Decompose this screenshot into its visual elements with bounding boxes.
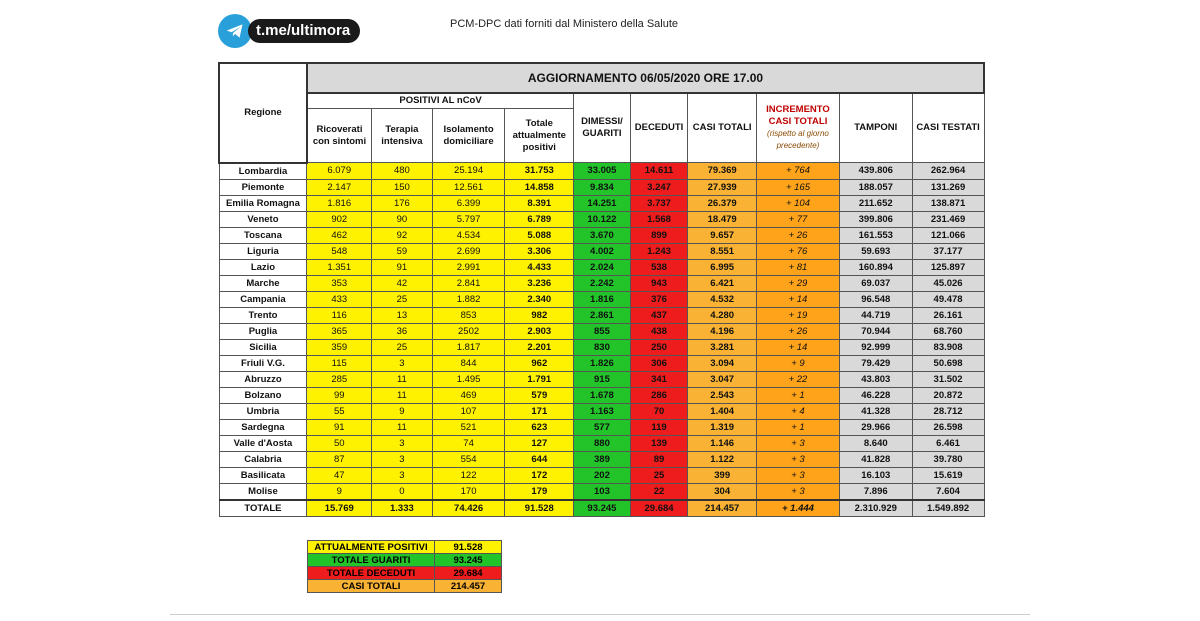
casi-totali-cell: 9.657 xyxy=(688,227,757,243)
incremento-cell: + 14 xyxy=(757,291,840,307)
dimessi-cell: 855 xyxy=(574,323,631,339)
totale-positivi-cell: 171 xyxy=(505,403,574,419)
casi-testati-cell: 6.461 xyxy=(912,435,984,451)
footer-divider xyxy=(170,614,1030,615)
isolamento-cell: 853 xyxy=(432,307,505,323)
summary-label: TOTALE DECEDUTI xyxy=(308,567,435,580)
casi-testati-cell: 49.478 xyxy=(912,291,984,307)
terapia-cell: 11 xyxy=(372,371,433,387)
casi-testati-cell: 50.698 xyxy=(912,355,984,371)
casi-testati-cell: 15.619 xyxy=(912,467,984,483)
ricoverati-cell: 462 xyxy=(307,227,372,243)
isolamento-cell: 2.699 xyxy=(432,243,505,259)
casi-testati-cell: 131.269 xyxy=(912,179,984,195)
isolamento-cell: 2502 xyxy=(432,323,505,339)
table-row xyxy=(219,307,984,323)
tamponi-cell: 44.719 xyxy=(839,307,912,323)
isolamento-cell: 1.495 xyxy=(432,371,505,387)
ricoverati-cell: 2.147 xyxy=(307,179,372,195)
casi-testati-cell: 262.964 xyxy=(912,163,984,180)
tamponi-cell: 8.640 xyxy=(839,435,912,451)
incremento-cell: + 104 xyxy=(757,195,840,211)
totale-positivi-cell: 623 xyxy=(505,419,574,435)
isolamento-cell: 4.534 xyxy=(432,227,505,243)
casi-totali-cell: 3.047 xyxy=(688,371,757,387)
col-terapia-header: Terapia intensiva xyxy=(372,109,433,163)
isolamento-cell: 74.426 xyxy=(432,500,505,517)
isolamento-cell: 521 xyxy=(432,419,505,435)
terapia-cell: 3 xyxy=(372,451,433,467)
tamponi-cell: 59.693 xyxy=(839,243,912,259)
isolamento-cell: 74 xyxy=(432,435,505,451)
ricoverati-cell: 1.351 xyxy=(307,259,372,275)
col-tamponi-header: TAMPONI xyxy=(839,93,912,163)
casi-testati-cell: 37.177 xyxy=(912,243,984,259)
casi-totali-cell: 214.457 xyxy=(688,500,757,517)
deceduti-cell: 899 xyxy=(630,227,688,243)
deceduti-cell: 139 xyxy=(630,435,688,451)
summary-value: 93.245 xyxy=(435,554,502,567)
isolamento-cell: 2.841 xyxy=(432,275,505,291)
region-cell: TOTALE xyxy=(219,500,307,517)
ricoverati-cell: 365 xyxy=(307,323,372,339)
dimessi-cell: 880 xyxy=(574,435,631,451)
deceduti-cell: 437 xyxy=(630,307,688,323)
totale-positivi-cell: 127 xyxy=(505,435,574,451)
casi-totali-cell: 304 xyxy=(688,483,757,500)
isolamento-cell: 2.991 xyxy=(432,259,505,275)
ricoverati-cell: 902 xyxy=(307,211,372,227)
casi-testati-cell: 231.469 xyxy=(912,211,984,227)
casi-totali-cell: 8.551 xyxy=(688,243,757,259)
table-row xyxy=(219,355,984,371)
dimessi-cell: 103 xyxy=(574,483,631,500)
isolamento-cell: 1.817 xyxy=(432,339,505,355)
dimessi-cell: 2.861 xyxy=(574,307,631,323)
terapia-cell: 3 xyxy=(372,355,433,371)
isolamento-cell: 122 xyxy=(432,467,505,483)
dimessi-cell: 577 xyxy=(574,419,631,435)
ricoverati-cell: 359 xyxy=(307,339,372,355)
ricoverati-cell: 9 xyxy=(307,483,372,500)
summary-value: 91.528 xyxy=(435,541,502,554)
region-cell: Trento xyxy=(219,307,307,323)
region-cell: Basilicata xyxy=(219,467,307,483)
ricoverati-cell: 55 xyxy=(307,403,372,419)
col-dimessi-header: DIMESSI/ GUARITI xyxy=(574,93,631,163)
terapia-cell: 13 xyxy=(372,307,433,323)
casi-testati-cell: 68.760 xyxy=(912,323,984,339)
col-testati-header: CASI TESTATI xyxy=(912,93,984,163)
incremento-cell: + 165 xyxy=(757,179,840,195)
incremento-cell: + 9 xyxy=(757,355,840,371)
deceduti-cell: 538 xyxy=(630,259,688,275)
tamponi-cell: 16.103 xyxy=(839,467,912,483)
table-row xyxy=(219,243,984,259)
tamponi-cell: 41.328 xyxy=(839,403,912,419)
deceduti-cell: 438 xyxy=(630,323,688,339)
col-totale-positivi-header: Totale attualmente positivi xyxy=(505,109,574,163)
dimessi-cell: 830 xyxy=(574,339,631,355)
incremento-cell: + 77 xyxy=(757,211,840,227)
ricoverati-cell: 15.769 xyxy=(307,500,372,517)
tamponi-cell: 160.894 xyxy=(839,259,912,275)
deceduti-cell: 89 xyxy=(630,451,688,467)
casi-testati-cell: 31.502 xyxy=(912,371,984,387)
dimessi-cell: 202 xyxy=(574,467,631,483)
summary-value: 214.457 xyxy=(435,580,502,593)
ricoverati-cell: 433 xyxy=(307,291,372,307)
table-row xyxy=(219,419,984,435)
terapia-cell: 25 xyxy=(372,339,433,355)
region-cell: Abruzzo xyxy=(219,371,307,387)
dimessi-cell: 1.816 xyxy=(574,291,631,307)
table-title: AGGIORNAMENTO 06/05/2020 ORE 17.00 xyxy=(307,63,984,93)
casi-testati-cell: 26.598 xyxy=(912,419,984,435)
terapia-cell: 0 xyxy=(372,483,433,500)
casi-totali-cell: 2.543 xyxy=(688,387,757,403)
casi-testati-cell: 28.712 xyxy=(912,403,984,419)
terapia-cell: 91 xyxy=(372,259,433,275)
incremento-cell: + 3 xyxy=(757,483,840,500)
total-row xyxy=(219,500,984,517)
casi-totali-cell: 1.122 xyxy=(688,451,757,467)
col-deceduti-header: DECEDUTI xyxy=(630,93,688,163)
ricoverati-cell: 285 xyxy=(307,371,372,387)
totale-positivi-cell: 1.791 xyxy=(505,371,574,387)
casi-totali-cell: 1.319 xyxy=(688,419,757,435)
col-casi-header: CASI TOTALI xyxy=(688,93,757,163)
dimessi-cell: 1.826 xyxy=(574,355,631,371)
table-row xyxy=(219,339,984,355)
totale-positivi-cell: 31.753 xyxy=(505,163,574,180)
tamponi-cell: 96.548 xyxy=(839,291,912,307)
tamponi-cell: 70.944 xyxy=(839,323,912,339)
covid-data-table xyxy=(218,62,985,517)
positivi-header: POSITIVI AL nCoV xyxy=(307,93,574,109)
casi-totali-cell: 6.995 xyxy=(688,259,757,275)
ricoverati-cell: 6.079 xyxy=(307,163,372,180)
summary-label: CASI TOTALI xyxy=(308,580,435,593)
totale-positivi-cell: 6.789 xyxy=(505,211,574,227)
incremento-cell: + 1 xyxy=(757,419,840,435)
table-row xyxy=(219,211,984,227)
isolamento-cell: 6.399 xyxy=(432,195,505,211)
incremento-cell: + 764 xyxy=(757,163,840,180)
tamponi-cell: 2.310.929 xyxy=(839,500,912,517)
casi-totali-cell: 6.421 xyxy=(688,275,757,291)
ricoverati-cell: 116 xyxy=(307,307,372,323)
totale-positivi-cell: 179 xyxy=(505,483,574,500)
isolamento-cell: 12.561 xyxy=(432,179,505,195)
table-row xyxy=(219,435,984,451)
table-row xyxy=(219,179,984,195)
dimessi-cell: 14.251 xyxy=(574,195,631,211)
deceduti-cell: 306 xyxy=(630,355,688,371)
terapia-cell: 150 xyxy=(372,179,433,195)
terapia-cell: 3 xyxy=(372,435,433,451)
region-cell: Puglia xyxy=(219,323,307,339)
totale-positivi-cell: 2.903 xyxy=(505,323,574,339)
table-row xyxy=(219,371,984,387)
region-cell: Bolzano xyxy=(219,387,307,403)
isolamento-cell: 844 xyxy=(432,355,505,371)
incremento-cell: + 22 xyxy=(757,371,840,387)
totale-positivi-cell: 2.340 xyxy=(505,291,574,307)
totale-positivi-cell: 8.391 xyxy=(505,195,574,211)
ricoverati-cell: 50 xyxy=(307,435,372,451)
casi-totali-cell: 399 xyxy=(688,467,757,483)
terapia-cell: 9 xyxy=(372,403,433,419)
isolamento-cell: 554 xyxy=(432,451,505,467)
summary-row xyxy=(308,541,502,554)
ricoverati-cell: 1.816 xyxy=(307,195,372,211)
summary-row xyxy=(308,567,502,580)
terapia-cell: 11 xyxy=(372,387,433,403)
tamponi-cell: 69.037 xyxy=(839,275,912,291)
casi-totali-cell: 4.280 xyxy=(688,307,757,323)
tamponi-cell: 41.828 xyxy=(839,451,912,467)
tamponi-cell: 92.999 xyxy=(839,339,912,355)
dimessi-cell: 33.005 xyxy=(574,163,631,180)
dimessi-cell: 9.834 xyxy=(574,179,631,195)
col-incremento-header xyxy=(757,93,840,163)
terapia-cell: 42 xyxy=(372,275,433,291)
incremento-title: INCREMENTO CASI TOTALI xyxy=(766,104,830,127)
table-row xyxy=(219,451,984,467)
casi-testati-cell: 83.908 xyxy=(912,339,984,355)
terapia-cell: 90 xyxy=(372,211,433,227)
region-cell: Valle d'Aosta xyxy=(219,435,307,451)
tamponi-cell: 43.803 xyxy=(839,371,912,387)
region-cell: Lazio xyxy=(219,259,307,275)
casi-totali-cell: 1.146 xyxy=(688,435,757,451)
terapia-cell: 92 xyxy=(372,227,433,243)
region-cell: Calabria xyxy=(219,451,307,467)
isolamento-cell: 170 xyxy=(432,483,505,500)
col-isolamento-header: Isolamento domiciliare xyxy=(432,109,505,163)
region-cell: Lombardia xyxy=(219,163,307,180)
casi-totali-cell: 26.379 xyxy=(688,195,757,211)
deceduti-cell: 376 xyxy=(630,291,688,307)
summary-row xyxy=(308,580,502,593)
casi-totali-cell: 79.369 xyxy=(688,163,757,180)
dimessi-cell: 4.002 xyxy=(574,243,631,259)
table-row xyxy=(219,259,984,275)
dimessi-cell: 10.122 xyxy=(574,211,631,227)
incremento-cell: + 14 xyxy=(757,339,840,355)
summary-table xyxy=(307,540,502,593)
tamponi-cell: 399.806 xyxy=(839,211,912,227)
casi-testati-cell: 121.066 xyxy=(912,227,984,243)
incremento-cell: + 81 xyxy=(757,259,840,275)
region-cell: Friuli V.G. xyxy=(219,355,307,371)
summary-value: 29.684 xyxy=(435,567,502,580)
totale-positivi-cell: 4.433 xyxy=(505,259,574,275)
terapia-cell: 11 xyxy=(372,419,433,435)
casi-totali-cell: 3.094 xyxy=(688,355,757,371)
table-row xyxy=(219,467,984,483)
terapia-cell: 36 xyxy=(372,323,433,339)
terapia-cell: 1.333 xyxy=(372,500,433,517)
deceduti-cell: 119 xyxy=(630,419,688,435)
region-cell: Umbria xyxy=(219,403,307,419)
incremento-subtitle: (rispetto al giorno precedente) xyxy=(767,129,829,150)
region-cell: Emilia Romagna xyxy=(219,195,307,211)
ricoverati-cell: 87 xyxy=(307,451,372,467)
incremento-cell: + 26 xyxy=(757,227,840,243)
casi-testati-cell: 1.549.892 xyxy=(912,500,984,517)
region-cell: Liguria xyxy=(219,243,307,259)
deceduti-cell: 1.568 xyxy=(630,211,688,227)
totale-positivi-cell: 644 xyxy=(505,451,574,467)
table-row xyxy=(219,227,984,243)
incremento-cell: + 1 xyxy=(757,387,840,403)
region-cell: Sardegna xyxy=(219,419,307,435)
table-row xyxy=(219,275,984,291)
ricoverati-cell: 47 xyxy=(307,467,372,483)
region-cell: Sicilia xyxy=(219,339,307,355)
totale-positivi-cell: 579 xyxy=(505,387,574,403)
dimessi-cell: 3.670 xyxy=(574,227,631,243)
incremento-cell: + 26 xyxy=(757,323,840,339)
terapia-cell: 176 xyxy=(372,195,433,211)
dimessi-cell: 1.678 xyxy=(574,387,631,403)
incremento-cell: + 76 xyxy=(757,243,840,259)
casi-totali-cell: 3.281 xyxy=(688,339,757,355)
tamponi-cell: 29.966 xyxy=(839,419,912,435)
deceduti-cell: 29.684 xyxy=(630,500,688,517)
casi-totali-cell: 4.532 xyxy=(688,291,757,307)
casi-testati-cell: 138.871 xyxy=(912,195,984,211)
totale-positivi-cell: 172 xyxy=(505,467,574,483)
summary-row xyxy=(308,554,502,567)
casi-totali-cell: 1.404 xyxy=(688,403,757,419)
dimessi-cell: 2.242 xyxy=(574,275,631,291)
casi-testati-cell: 39.780 xyxy=(912,451,984,467)
casi-totali-cell: 4.196 xyxy=(688,323,757,339)
isolamento-cell: 1.882 xyxy=(432,291,505,307)
totale-positivi-cell: 5.088 xyxy=(505,227,574,243)
deceduti-cell: 25 xyxy=(630,467,688,483)
incremento-cell: + 19 xyxy=(757,307,840,323)
source-caption: PCM-DPC dati forniti dal Ministero della Salute xyxy=(450,18,679,30)
totale-positivi-cell: 2.201 xyxy=(505,339,574,355)
casi-totali-cell: 27.939 xyxy=(688,179,757,195)
isolamento-cell: 25.194 xyxy=(432,163,505,180)
region-cell: Campania xyxy=(219,291,307,307)
incremento-cell: + 29 xyxy=(757,275,840,291)
region-cell: Molise xyxy=(219,483,307,500)
isolamento-cell: 107 xyxy=(432,403,505,419)
terapia-cell: 3 xyxy=(372,467,433,483)
incremento-cell: + 4 xyxy=(757,403,840,419)
ricoverati-cell: 91 xyxy=(307,419,372,435)
dimessi-cell: 2.024 xyxy=(574,259,631,275)
totale-positivi-cell: 3.306 xyxy=(505,243,574,259)
casi-testati-cell: 20.872 xyxy=(912,387,984,403)
region-cell: Marche xyxy=(219,275,307,291)
summary-label: TOTALE GUARITI xyxy=(308,554,435,567)
deceduti-cell: 22 xyxy=(630,483,688,500)
casi-testati-cell: 45.026 xyxy=(912,275,984,291)
incremento-cell: + 3 xyxy=(757,451,840,467)
dimessi-cell: 915 xyxy=(574,371,631,387)
casi-testati-cell: 7.604 xyxy=(912,483,984,500)
casi-testati-cell: 125.897 xyxy=(912,259,984,275)
summary-label: ATTUALMENTE POSITIVI xyxy=(308,541,435,554)
deceduti-cell: 3.737 xyxy=(630,195,688,211)
deceduti-cell: 14.611 xyxy=(630,163,688,180)
table-row xyxy=(219,323,984,339)
totale-positivi-cell: 3.236 xyxy=(505,275,574,291)
region-cell: Piemonte xyxy=(219,179,307,195)
tamponi-cell: 439.806 xyxy=(839,163,912,180)
isolamento-cell: 469 xyxy=(432,387,505,403)
totale-positivi-cell: 982 xyxy=(505,307,574,323)
casi-testati-cell: 26.161 xyxy=(912,307,984,323)
table-row xyxy=(219,291,984,307)
terapia-cell: 480 xyxy=(372,163,433,180)
terapia-cell: 59 xyxy=(372,243,433,259)
deceduti-cell: 286 xyxy=(630,387,688,403)
telegram-icon xyxy=(218,14,252,48)
table-row xyxy=(219,483,984,500)
table-row xyxy=(219,163,984,180)
incremento-cell: + 3 xyxy=(757,435,840,451)
deceduti-cell: 3.247 xyxy=(630,179,688,195)
tamponi-cell: 211.652 xyxy=(839,195,912,211)
casi-totali-cell: 18.479 xyxy=(688,211,757,227)
dimessi-cell: 1.163 xyxy=(574,403,631,419)
deceduti-cell: 70 xyxy=(630,403,688,419)
ricoverati-cell: 115 xyxy=(307,355,372,371)
deceduti-cell: 1.243 xyxy=(630,243,688,259)
tamponi-cell: 7.896 xyxy=(839,483,912,500)
deceduti-cell: 943 xyxy=(630,275,688,291)
table-row xyxy=(219,403,984,419)
region-cell: Toscana xyxy=(219,227,307,243)
table-row xyxy=(219,195,984,211)
ricoverati-cell: 548 xyxy=(307,243,372,259)
totale-positivi-cell: 14.858 xyxy=(505,179,574,195)
brand-text: t.me/ultimora xyxy=(248,19,360,43)
tamponi-cell: 161.553 xyxy=(839,227,912,243)
tamponi-cell: 79.429 xyxy=(839,355,912,371)
ricoverati-cell: 353 xyxy=(307,275,372,291)
table-row xyxy=(219,387,984,403)
col-ricoverati-header: Ricoverati con sintomi xyxy=(307,109,372,163)
totale-positivi-cell: 962 xyxy=(505,355,574,371)
tamponi-cell: 46.228 xyxy=(839,387,912,403)
dimessi-cell: 389 xyxy=(574,451,631,467)
brand-badge[interactable] xyxy=(218,14,360,48)
deceduti-cell: 250 xyxy=(630,339,688,355)
region-cell: Veneto xyxy=(219,211,307,227)
terapia-cell: 25 xyxy=(372,291,433,307)
ricoverati-cell: 99 xyxy=(307,387,372,403)
isolamento-cell: 5.797 xyxy=(432,211,505,227)
deceduti-cell: 341 xyxy=(630,371,688,387)
incremento-cell: + 1.444 xyxy=(757,500,840,517)
totale-positivi-cell: 91.528 xyxy=(505,500,574,517)
region-header: Regione xyxy=(219,63,307,163)
dimessi-cell: 93.245 xyxy=(574,500,631,517)
tamponi-cell: 188.057 xyxy=(839,179,912,195)
incremento-cell: + 3 xyxy=(757,467,840,483)
